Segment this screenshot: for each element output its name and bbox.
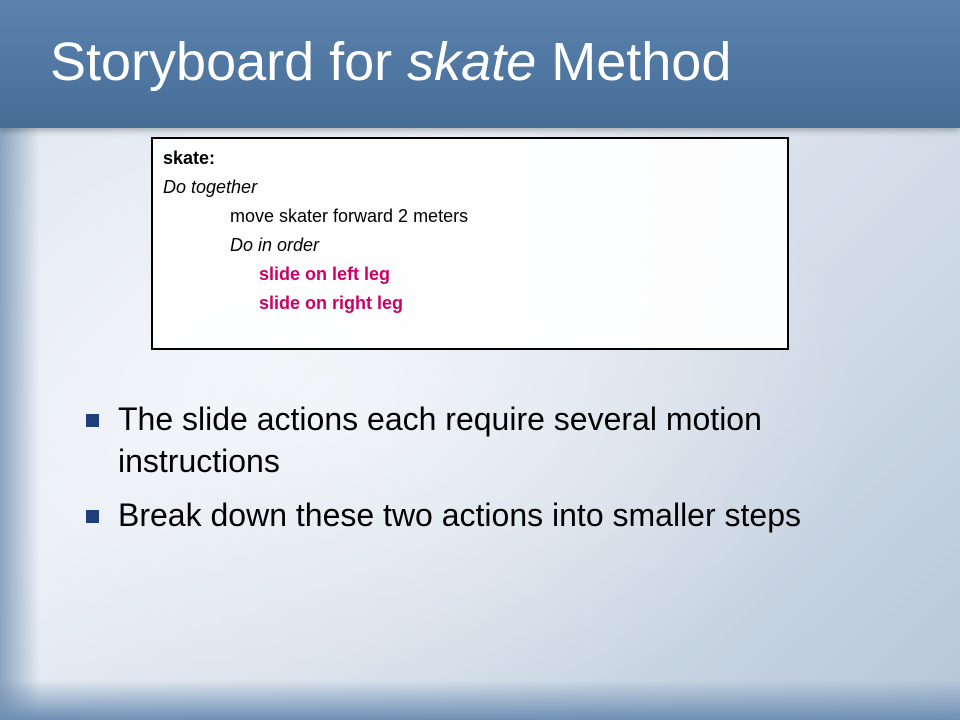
title-bar [0,0,960,128]
storyboard-slide-right: slide on right leg [259,293,404,313]
title-italic: skate [407,32,537,92]
storyboard-method-name: skate: [163,148,216,168]
left-shade [0,128,40,720]
storyboard-move-forward: move skater forward 2 meters [230,206,469,226]
bullet-item [82,494,882,536]
storyboard-slide-left: slide on left leg [259,264,391,284]
title-prefix: Storyboard for [50,32,408,92]
bullet-list [82,398,882,548]
title-suffix: Method [536,32,732,92]
square-bullet-icon [86,414,99,427]
storyboard-do-in-order: Do in order [230,235,320,255]
bottom-shade [0,680,960,720]
bullet-text: The slide actions each require several motion instructions [118,401,762,479]
storyboard-do-together: Do together [163,177,258,197]
slide-title [50,30,731,95]
bullet-text: Break down these two actions into smaller steps [118,497,801,533]
bullet-item [82,398,882,482]
storyboard-box [151,137,789,350]
square-bullet-icon [86,510,99,523]
